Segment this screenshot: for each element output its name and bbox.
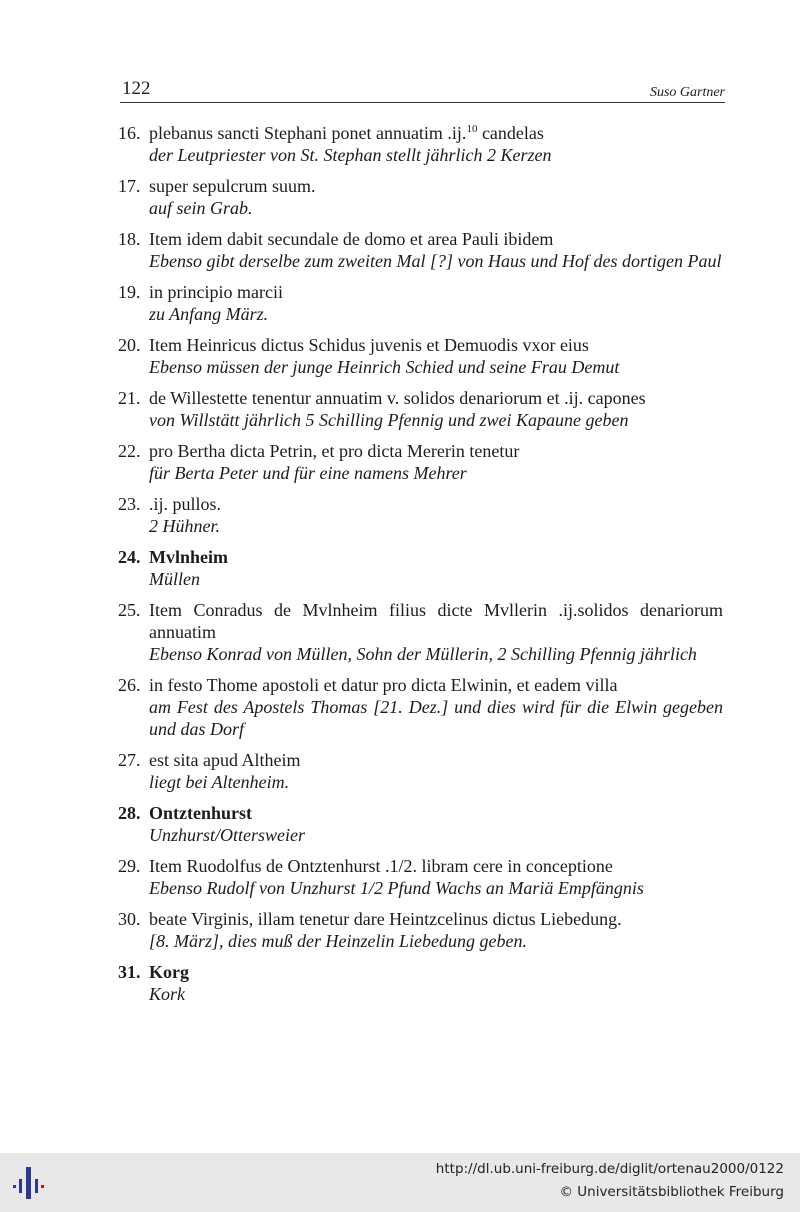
latin-text — [149, 387, 723, 409]
list-item — [118, 599, 723, 665]
entry-number: 16. — [118, 123, 141, 143]
latin-text — [149, 802, 723, 824]
list-item — [118, 440, 723, 484]
entry-number: 23. — [118, 494, 141, 514]
latin-text — [149, 749, 723, 771]
german-translation: der Leutpriester von St. Stephan stellt jährlich 2 Kerzen — [149, 145, 552, 165]
latin-text-main: Item Ruodolfus de Ontztenhurst .1/2. libram cere in conceptione — [149, 856, 613, 876]
running-head: Suso Gartner — [649, 85, 725, 100]
copyright-notice: © Universitätsbibliothek Freiburg — [559, 1184, 784, 1200]
latin-text-main: Ontztenhurst — [149, 803, 252, 823]
german-translation: auf sein Grab. — [149, 198, 253, 218]
german-translation: Unzhurst/Ottersweier — [149, 825, 306, 845]
source-url[interactable]: http://dl.ub.uni-freiburg.de/diglit/ortenau2000/0122 — [435, 1161, 784, 1177]
entry-body — [149, 387, 723, 431]
latin-text — [149, 440, 723, 462]
latin-text-main: beate Virginis, illam tenetur dare Heintzcelinus dictus Liebedung. — [149, 909, 622, 929]
latin-text — [149, 961, 723, 983]
entry-body — [149, 546, 723, 590]
list-item — [118, 387, 723, 431]
latin-text-main: est sita apud Altheim — [149, 750, 301, 770]
german-translation: Ebenso Rudolf von Unzhurst 1/2 Pfund Wachs an Mariä Empfängnis — [149, 878, 644, 898]
entry-body — [149, 908, 723, 952]
entry-body — [149, 749, 723, 793]
german-translation: liegt bei Altenheim. — [149, 772, 290, 792]
footnote-ref: 10 — [466, 123, 478, 135]
entry-number: 28. — [118, 803, 141, 823]
latin-text-main: Korg — [149, 962, 189, 982]
german-translation: Ebenso gibt derselbe zum zweiten Mal [?] von Haus und Hof des dortigen Paul — [149, 251, 722, 271]
list-item — [118, 122, 723, 166]
list-item — [118, 961, 723, 1005]
latin-text-main: plebanus sancti Stephani ponet annuatim .ij. — [149, 123, 467, 143]
entry-number: 31. — [118, 962, 141, 982]
list-item — [118, 334, 723, 378]
latin-text-main: de Willestette tenentur annuatim v. solidos denariorum et .ij. capones — [149, 388, 646, 408]
entry-body — [149, 440, 723, 484]
entry-number: 24. — [118, 547, 141, 567]
page-header — [120, 78, 725, 103]
entry-body — [149, 228, 723, 272]
latin-text — [149, 546, 723, 568]
list-item — [118, 228, 723, 272]
latin-text-main: super sepulcrum suum. — [149, 176, 316, 196]
german-translation: zu Anfang März. — [149, 304, 269, 324]
german-translation: für Berta Peter und für eine namens Mehrer — [149, 463, 467, 483]
latin-text-main: .ij. pullos. — [149, 494, 222, 514]
latin-text — [149, 281, 723, 303]
list-item — [118, 493, 723, 537]
german-translation: Kork — [149, 984, 185, 1004]
german-translation: am Fest des Apostels Thomas [21. Dez.] und dies wird für die Elwin gegeben und das Dorf — [149, 697, 723, 739]
entry-body — [149, 122, 723, 166]
latin-text — [149, 493, 723, 515]
german-translation: Ebenso müssen der junge Heinrich Schied und seine Frau Demut — [149, 357, 620, 377]
latin-text-main: in festo Thome apostoli et datur pro dicta Elwinin, et eadem villa — [149, 675, 618, 695]
entry-number: 25. — [118, 600, 141, 620]
entry-body — [149, 802, 723, 846]
latin-text — [149, 599, 723, 643]
entry-number: 27. — [118, 750, 141, 770]
entry-number: 20. — [118, 335, 141, 355]
latin-text — [149, 674, 723, 696]
entry-body — [149, 855, 723, 899]
entry-list — [118, 122, 723, 1014]
latin-text-main: Item idem dabit secundale de domo et area Pauli ibidem — [149, 229, 554, 249]
entry-body — [149, 493, 723, 537]
entry-body — [149, 674, 723, 740]
ub-freiburg-logo-icon[interactable] — [10, 1163, 50, 1203]
entry-number: 30. — [118, 909, 141, 929]
german-translation: 2 Hühner. — [149, 516, 220, 536]
latin-text — [149, 908, 723, 930]
latin-text — [149, 175, 723, 197]
german-translation: Ebenso Konrad von Müllen, Sohn der Müllerin, 2 Schilling Pfennig jährlich — [149, 644, 697, 664]
latin-text — [149, 122, 723, 144]
entry-number: 18. — [118, 229, 141, 249]
entry-number: 21. — [118, 388, 141, 408]
list-item — [118, 802, 723, 846]
latin-text-main: Item Conradus de Mvlnheim filius dicte Mvllerin .ij.solidos denariorum annuatim — [149, 600, 723, 642]
list-item — [118, 281, 723, 325]
entry-number: 29. — [118, 856, 141, 876]
viewer-footer — [0, 1153, 800, 1212]
entry-body — [149, 599, 723, 665]
latin-text-main: Item Heinricus dictus Schidus juvenis et Demuodis vxor eius — [149, 335, 589, 355]
latin-text-main: in principio marcii — [149, 282, 283, 302]
entry-body — [149, 334, 723, 378]
latin-text-main: pro Bertha dicta Petrin, et pro dicta Mererin tenetur — [149, 441, 520, 461]
entry-body — [149, 175, 723, 219]
entry-number: 22. — [118, 441, 141, 461]
german-translation: [8. März], dies muß der Heinzelin Liebedung geben. — [149, 931, 527, 951]
entry-body — [149, 281, 723, 325]
list-item — [118, 674, 723, 740]
latin-text — [149, 334, 723, 356]
latin-text-continued: candelas — [477, 123, 544, 143]
page-number: 122 — [122, 78, 151, 99]
latin-text — [149, 855, 723, 877]
entry-number: 19. — [118, 282, 141, 302]
latin-text-main: Mvlnheim — [149, 547, 228, 567]
german-translation: Müllen — [149, 569, 200, 589]
list-item — [118, 749, 723, 793]
list-item — [118, 175, 723, 219]
list-item — [118, 908, 723, 952]
entry-number: 26. — [118, 675, 141, 695]
list-item — [118, 855, 723, 899]
entry-body — [149, 961, 723, 1005]
entry-number: 17. — [118, 176, 141, 196]
latin-text — [149, 228, 723, 250]
german-translation: von Willstätt jährlich 5 Schilling Pfennig und zwei Kapaune geben — [149, 410, 629, 430]
list-item — [118, 546, 723, 590]
